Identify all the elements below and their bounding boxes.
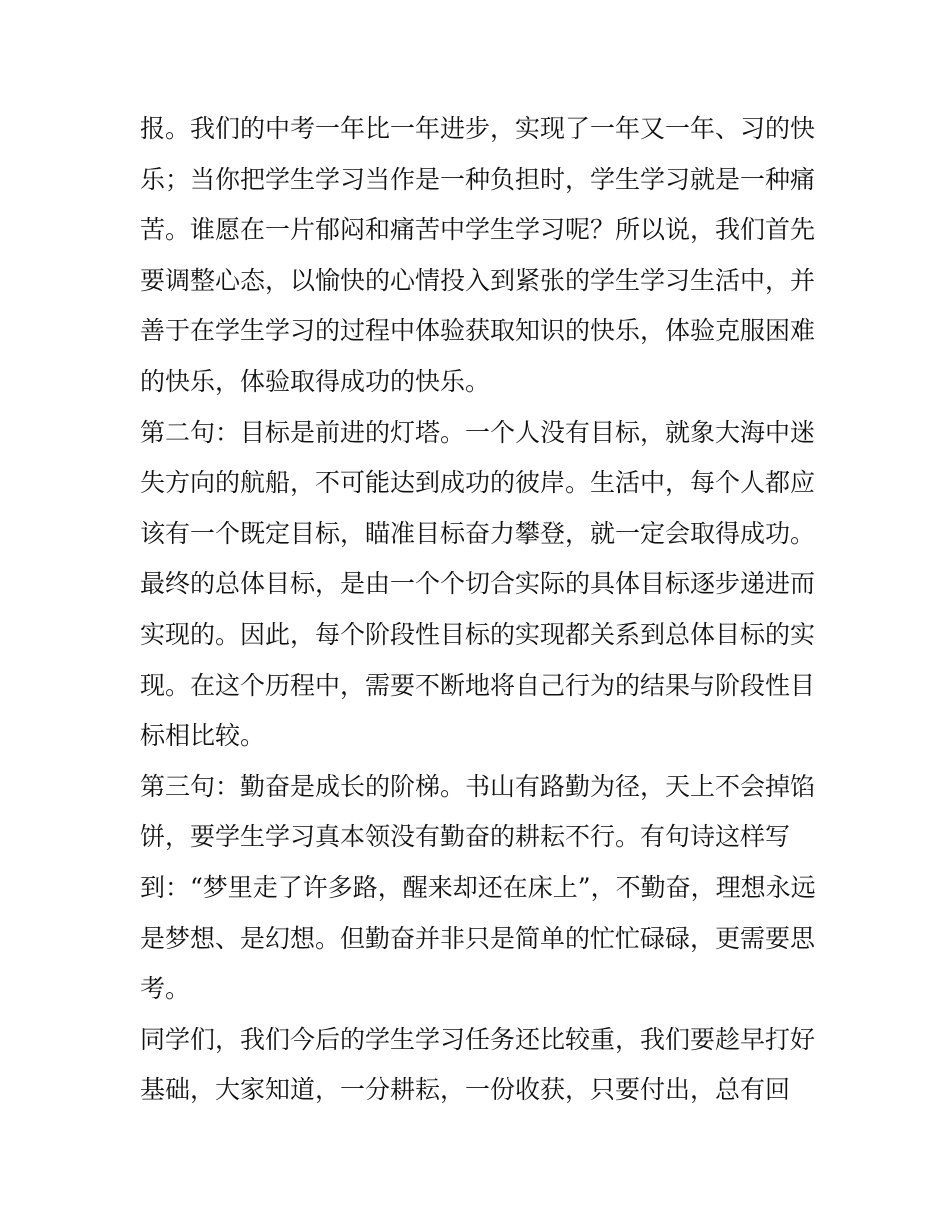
text-line: 苦。谁愿在一片郁闷和痛苦中学生学习呢？所以说，我们首先: [140, 215, 816, 245]
text-line: 基础，大家知道，一分耕耘，一份收获，只要付出，总有回: [140, 1075, 791, 1105]
text-line: 实现的。因此，每个阶段性目标的实现都关系到总体目标的实: [140, 619, 816, 649]
text-line: 失方向的航船，不可能达到成功的彼岸。生活中，每个人都应: [140, 468, 816, 498]
text-line: 善于在学生学习的过程中体验获取知识的快乐，体验克服困难: [140, 316, 816, 346]
text-line: 乐；当你把学生学习当作是一种负担时，学生学习就是一种痛: [140, 164, 816, 194]
text-line: 最终的总体目标，是由一个个切合实际的具体目标逐步递进而: [140, 569, 816, 599]
text-line: 报。我们的中考一年比一年进步，实现了一年又一年、习的快: [140, 114, 816, 143]
text-line: 现。在这个历程中，需要不断地将自己行为的结果与阶段性目: [140, 670, 816, 700]
text-line: 到：“梦里走了许多路，醒来却还在床上”，不勤奋，理想永远: [140, 872, 816, 902]
text-line: 标相比较。: [140, 721, 266, 751]
document-body: [140, 104, 820, 1116]
text-line: 考。: [140, 974, 191, 1004]
text-line: 第三句：勤奋是成长的阶梯。书山有路勤为径，天上不会掉馅: [140, 771, 816, 801]
text-line: 是梦想、是幻想。但勤奋并非只是简单的忙忙碌碌，更需要思: [140, 923, 816, 953]
text-line: 要调整心态，以愉快的心情投入到紧张的学生学习生活中，并: [140, 265, 816, 295]
text-line: 的快乐，体验取得成功的快乐。: [140, 366, 491, 396]
text-line: 第二句：目标是前进的灯塔。一个人没有目标，就象大海中迷: [140, 417, 816, 447]
text-line: 饼，要学生学习真本领没有勤奋的耕耘不行。有句诗这样写: [140, 822, 791, 852]
text-line: 该有一个既定目标，瞄准目标奋力攀登，就一定会取得成功。: [140, 518, 816, 548]
text-line: 同学们，我们今后的学生学习任务还比较重，我们要趁早打好: [140, 1024, 816, 1054]
